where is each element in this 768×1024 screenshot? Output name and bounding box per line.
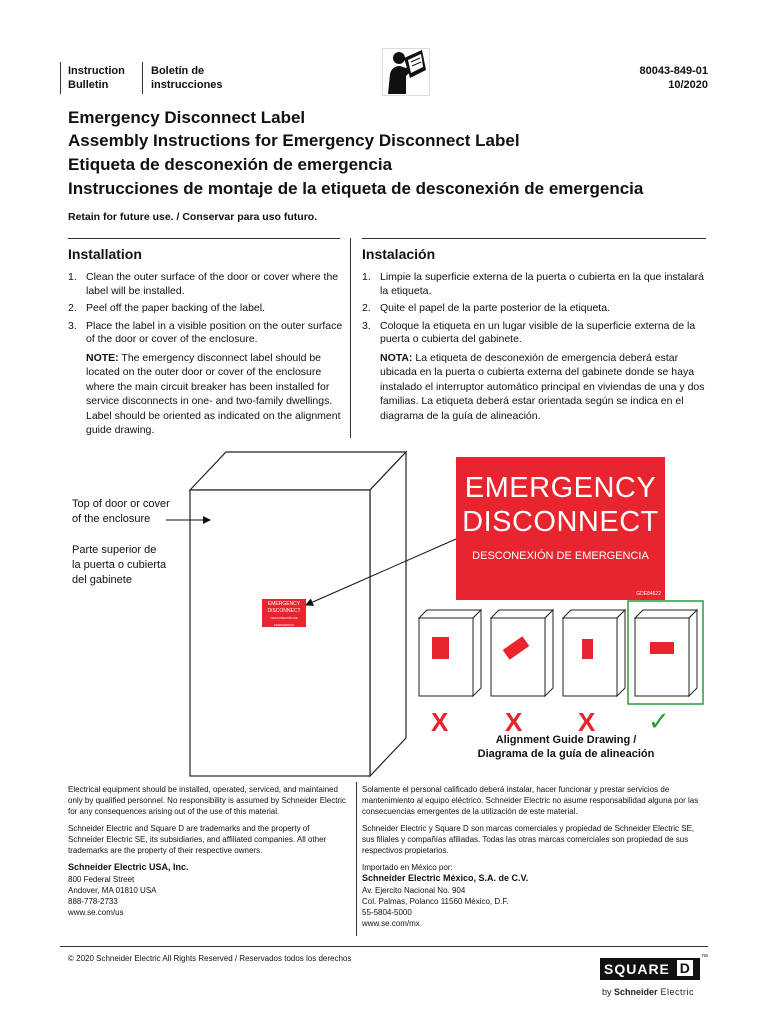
label-vertical (582, 639, 593, 659)
label-line-1: EMERGENCY (464, 472, 657, 504)
callout-en: Top of door or cover of the enclosure (72, 498, 170, 525)
callout-es: Parte superior de la puerta o cubierta del gabinete (72, 544, 167, 586)
wrong-mark-3: X (578, 707, 596, 737)
doc-number: 80043-849-01 10/2020 (639, 65, 708, 91)
label-line-2: DISCONNECT (462, 506, 659, 538)
label-sideways (432, 637, 449, 659)
trademark: ™ (701, 954, 708, 961)
installation-heading-en: Installation (68, 246, 142, 262)
list-item: 3. Coloque la etiqueta en un lugar visible de la superficie externa de la puerta o cubierta del gabinete. (362, 319, 696, 345)
footer-es: Solamente el personal calificado deberá instalar, hacer funcionar y prestar servicios de mantenimiento al equipo eléctrico. Schneider Electric no asume responsabilidad alguna por las consecuencias emergentes de la utilización de este material. Schneider Electric y Square D son marcas comerciales y propiedad de Schneider Electric SE, sus filiales y compañías afiliadas. Todas las otras marcas comerciales son propiedad de sus respectivos propietarios. Importado en México por: Schneider Electric México, S.A. de C.V. Av. Ejercito Nacional No. 904 Col. Palmas, Polanco 11560 México, D.F. 55-5804-5000 www.se.com/mx (362, 785, 699, 928)
alignment-guide-boxes (414, 600, 714, 706)
list-item: 2. Quite el papel de la parte posterior de la etiqueta. (362, 302, 610, 314)
list-item: 1. Limpie la superficie externa de la puerta o cubierta en la que instalará la etiqueta. (362, 271, 704, 297)
square-d-logo: SQUARE D (600, 958, 700, 980)
emergency-disconnect-label (456, 457, 665, 600)
retain-note: Retain for future use. / Conservar para uso futuro. (68, 211, 318, 223)
wrong-mark-1: X (431, 707, 449, 737)
copyright: © 2020 Schneider Electric All Rights Reserved / Reservados todos los derechos (68, 954, 352, 963)
doc-type-en: Instruction Bulletin (68, 65, 125, 91)
subtitle-es: Instrucciones de montaje de la etiqueta de desconexión de emergencia (68, 179, 644, 198)
wrong-mark-2: X (505, 707, 523, 737)
alignment-guide-caption: Alignment Guide Drawing / Diagrama de la guía de alineación (477, 734, 655, 760)
small-emergency-label: EMERGENCY DISCONNECT DESCONEXIÓN DE EMERGENCIA (262, 599, 306, 627)
list-item: 1. Clean the outer surface of the door or cover where the label will be installed. (68, 271, 339, 297)
list-item: 3. Place the label in a visible position on the outer surface of the door or cover of the enclosure. (68, 319, 343, 345)
doc-type-es: Boletín de instrucciones (151, 65, 223, 91)
note-en: NOTE: The emergency disconnect label should be located on the outer door or cover of the enclosure where the main circuit breaker has been installed for service disconnects in one- and two-family dwellings. Label should be oriented as indicated on the alignment guide drawing. (86, 351, 341, 436)
installation-heading-es: Instalación (362, 246, 436, 262)
footer-en: Electrical equipment should be installed, operated, serviced, and maintained only by qualified personnel. No responsibility is assumed by Schneider Electric for any consequences arising out of the use of this material. Schneider Electric and Square D are trademarks and the property of Schneider Electric SE, its subsidiaries, and affiliated companies. All other trademarks are the property of their respective owners. Schneider Electric USA, Inc. 800 Federal Street Andover, MA 01810 USA 888-778-2733 www.se.com/us (68, 785, 346, 917)
title-en: Emergency Disconnect Label (68, 108, 306, 127)
label-line-3: DESCONEXIÓN DE EMERGENCIA (472, 550, 649, 562)
subtitle-en: Assembly Instructions for Emergency Disconnect Label (68, 131, 520, 150)
label-code: GDE84622 (636, 591, 661, 597)
label-correct (650, 642, 674, 654)
note-es: NOTA: La etiqueta de desconexión de emergencia deberá estar ubicada en la puerta o cubierta externa del gabinete donde se haya instalado el interruptor automático principal en viviendas de una y dos familias. La etiqueta deberá estar orientada según se indica en el diagrama de la guía de alineación. (380, 351, 705, 422)
title-es: Etiqueta de desconexión de emergencia (68, 155, 393, 174)
schneider-byline: by Schneider Electric (602, 987, 695, 997)
check-mark: ✓ (648, 706, 670, 736)
list-item: 2. Peel off the paper backing of the label. (68, 302, 266, 314)
